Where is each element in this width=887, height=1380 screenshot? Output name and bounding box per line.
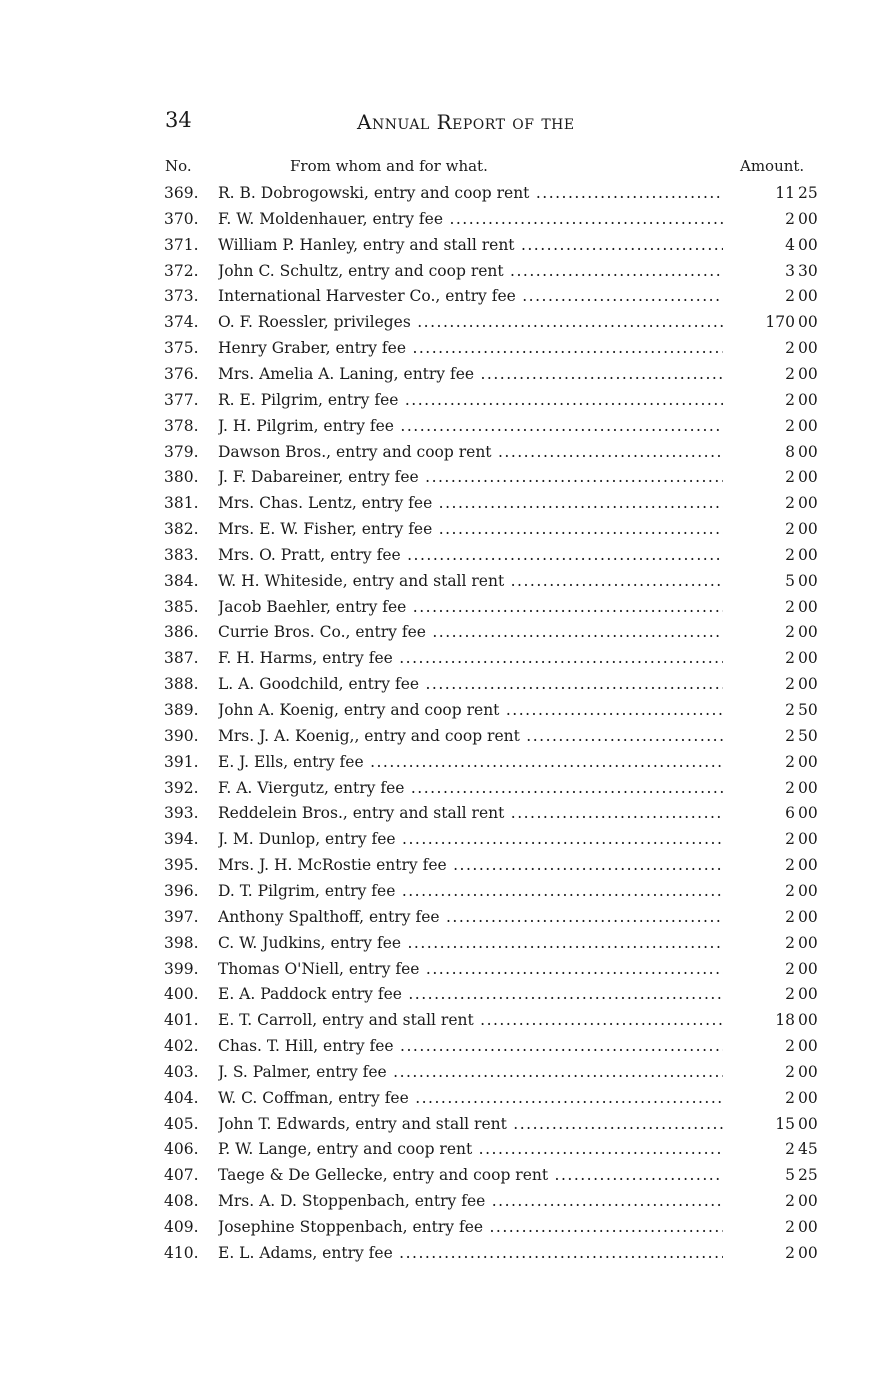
entry-number: 383. (164, 545, 199, 564)
entry-description: John T. Edwards, entry and stall rent ..... (218, 1111, 723, 1137)
entry-number: 379. (164, 442, 199, 461)
entry-amount-cents: 00 (798, 1037, 818, 1056)
entry-description: Chas. T. Hill, entry fee ..... (218, 1033, 723, 1059)
entry-amount-dollars: 2 (785, 959, 795, 978)
entry-description: C. W. Judkins, entry fee ..... (218, 930, 723, 956)
entry-description: Jacob Baehler, entry fee ..... (218, 594, 723, 620)
entry-amount-dollars: 2 (785, 339, 795, 358)
table-row (0, 206, 887, 232)
table-row (0, 1136, 887, 1162)
entry-amount-dollars: 18 (775, 1011, 795, 1030)
entry-amount-dollars: 2 (785, 1140, 795, 1159)
entry-number: 409. (164, 1218, 199, 1236)
entry-amount-cents: 00 (798, 1088, 818, 1107)
entry-number: 369. (164, 184, 199, 202)
entry-description: Josephine Stoppenbach, entry fee ..... (218, 1214, 723, 1240)
entry-amount-cents: 00 (798, 623, 818, 642)
entry-number: 371. (164, 235, 199, 254)
entry-number: 408. (164, 1192, 199, 1211)
entry-amount-cents: 45 (798, 1140, 818, 1159)
entry-description: J. F. Dabareiner, entry fee ..... (218, 464, 723, 490)
entry-number: 381. (164, 494, 199, 513)
entry-amount-cents: 50 (798, 726, 818, 745)
entry-amount-dollars: 2 (785, 494, 795, 513)
entry-description: J. H. Pilgrim, entry fee ..... (218, 413, 723, 439)
entry-number: 386. (164, 623, 199, 642)
entry-amount-dollars: 2 (785, 881, 795, 900)
entry-number: 395. (164, 856, 199, 875)
entry-number: 377. (164, 390, 199, 409)
table-row (0, 490, 887, 516)
entry-amount-cents: 00 (798, 752, 818, 771)
entry-description: E. A. Paddock entry fee ..... (218, 981, 723, 1007)
entry-description: W. H. Whiteside, entry and stall rent ..... (218, 568, 723, 594)
entry-number: 378. (164, 416, 199, 435)
table-row (0, 439, 887, 465)
entry-description: J. S. Palmer, entry fee ..... (218, 1059, 723, 1085)
entry-description: R. E. Pilgrim, entry fee ..... (218, 387, 723, 413)
entry-description: Anthony Spalthoff, entry fee ..... (218, 904, 723, 930)
entry-description: Mrs. E. W. Fisher, entry fee ..... (218, 516, 723, 542)
entry-number: 391. (164, 752, 199, 771)
entry-number: 387. (164, 649, 199, 668)
entry-amount-cents: 00 (798, 907, 818, 926)
table-row (0, 464, 887, 490)
column-header-from: From whom and for what. (290, 157, 488, 175)
table-row (0, 671, 887, 697)
table-row (0, 1214, 887, 1240)
entry-number: 389. (164, 701, 199, 719)
entry-description: Dawson Bros., entry and coop rent ..... (218, 439, 723, 465)
entry-description: J. M. Dunlop, entry fee ..... (218, 826, 723, 852)
entry-description: F. H. Harms, entry fee ..... (218, 645, 723, 671)
entry-number: 390. (164, 726, 199, 745)
entry-amount-dollars: 2 (785, 416, 795, 435)
entry-amount-cents: 00 (798, 313, 818, 332)
entry-description: Taege & De Gellecke, entry and coop rent ..... (218, 1162, 723, 1188)
entry-amount-cents: 00 (798, 339, 818, 358)
running-head-word: Report (436, 110, 506, 134)
entry-amount-cents: 00 (798, 959, 818, 978)
table-row (0, 309, 887, 335)
entry-description: Mrs. Amelia A. Laning, entry fee ..... (218, 361, 723, 387)
entry-number: 405. (164, 1114, 199, 1133)
entry-amount-dollars: 2 (785, 726, 795, 745)
entry-description: Mrs. Chas. Lentz, entry fee ..... (218, 490, 723, 516)
entry-amount-cents: 00 (798, 571, 818, 590)
entry-amount-dollars: 2 (785, 597, 795, 616)
entry-number: 404. (164, 1088, 199, 1107)
entry-description: E. T. Carroll, entry and stall rent ..... (218, 1007, 723, 1033)
entry-number: 402. (164, 1037, 199, 1056)
entry-amount-cents: 00 (798, 597, 818, 616)
entry-amount-dollars: 2 (785, 1243, 795, 1262)
entry-amount-cents: 00 (798, 933, 818, 952)
entry-amount-cents: 00 (798, 804, 818, 823)
table-row (0, 904, 887, 930)
entry-number: 376. (164, 364, 199, 383)
entry-amount-dollars: 2 (785, 1037, 795, 1056)
entry-number: 398. (164, 933, 199, 952)
table-row (0, 697, 887, 723)
table-row (0, 1033, 887, 1059)
entry-amount-dollars: 2 (785, 701, 795, 719)
entry-description: John C. Schultz, entry and coop rent ..... (218, 258, 723, 284)
table-row (0, 413, 887, 439)
table-row (0, 619, 887, 645)
entry-number: 400. (164, 985, 199, 1004)
entry-amount-cents: 00 (798, 778, 818, 797)
entry-number: 401. (164, 1011, 199, 1030)
entry-amount-cents: 00 (798, 856, 818, 875)
table-row (0, 878, 887, 904)
column-header-amount: Amount. (740, 157, 805, 175)
entry-amount-dollars: 5 (785, 1166, 795, 1185)
entry-amount-dollars: 2 (785, 649, 795, 668)
entry-amount-cents: 00 (798, 287, 818, 306)
entry-number: 373. (164, 287, 199, 306)
entry-amount-cents: 50 (798, 701, 818, 719)
entry-amount-dollars: 11 (775, 184, 795, 202)
entry-amount-cents: 00 (798, 881, 818, 900)
table-row (0, 775, 887, 801)
entry-description: Mrs. O. Pratt, entry fee ..... (218, 542, 723, 568)
page-number: 34 (165, 108, 192, 132)
entry-amount-dollars: 2 (785, 830, 795, 849)
table-row (0, 723, 887, 749)
entry-description: D. T. Pilgrim, entry fee ..... (218, 878, 723, 904)
entry-amount-dollars: 15 (775, 1114, 795, 1133)
entry-amount-cents: 00 (798, 985, 818, 1004)
table-row (0, 1085, 887, 1111)
entry-number: 393. (164, 804, 199, 823)
entry-description: F. W. Moldenhauer, entry fee ..... (218, 206, 723, 232)
entry-amount-cents: 00 (798, 364, 818, 383)
entry-number: 382. (164, 520, 199, 539)
entry-number: 375. (164, 339, 199, 358)
entry-description: John A. Koenig, entry and coop rent ..... (218, 697, 723, 723)
entry-number: 392. (164, 778, 199, 797)
entry-description: Currie Bros. Co., entry fee ..... (218, 619, 723, 645)
entry-number: 407. (164, 1166, 199, 1185)
entry-description: L. A. Goodchild, entry fee ..... (218, 671, 723, 697)
table-row (0, 981, 887, 1007)
entry-description: Henry Graber, entry fee ..... (218, 335, 723, 361)
entry-amount-cents: 00 (798, 390, 818, 409)
entry-amount-dollars: 2 (785, 907, 795, 926)
table-row (0, 852, 887, 878)
table-row (0, 568, 887, 594)
entry-description: R. B. Dobrogowski, entry and coop rent ..... (218, 180, 723, 206)
entry-amount-cents: 00 (798, 442, 818, 461)
table-row (0, 800, 887, 826)
entry-number: 385. (164, 597, 199, 616)
entry-amount-dollars: 2 (785, 933, 795, 952)
entry-amount-dollars: 2 (785, 985, 795, 1004)
entry-description: W. C. Coffman, entry fee ..... (218, 1085, 723, 1111)
entry-amount-cents: 00 (798, 1243, 818, 1262)
entry-amount-dollars: 2 (785, 1218, 795, 1236)
entry-amount-cents: 00 (798, 1192, 818, 1211)
entry-amount-dollars: 3 (785, 261, 795, 280)
entry-description: P. W. Lange, entry and coop rent ..... (218, 1136, 723, 1162)
entry-description: E. J. Ells, entry fee ..... (218, 749, 723, 775)
entry-amount-cents: 00 (798, 468, 818, 487)
entry-number: 394. (164, 830, 199, 849)
entry-number: 396. (164, 881, 199, 900)
table-row (0, 180, 887, 206)
entry-number: 406. (164, 1140, 199, 1159)
entry-amount-cents: 00 (798, 1114, 818, 1133)
running-head (357, 110, 575, 134)
entry-number: 403. (164, 1062, 199, 1081)
table-row (0, 930, 887, 956)
entry-description: Mrs. J. A. Koenig,, entry and coop rent ..... (218, 723, 723, 749)
table-row (0, 594, 887, 620)
table-row (0, 361, 887, 387)
table-row (0, 387, 887, 413)
entry-amount-cents: 25 (798, 1166, 818, 1185)
table-row (0, 826, 887, 852)
entry-amount-dollars: 2 (785, 287, 795, 306)
table-row (0, 1162, 887, 1188)
table-row (0, 645, 887, 671)
entry-amount-dollars: 2 (785, 675, 795, 694)
table-row (0, 335, 887, 361)
entry-description: Reddelein Bros., entry and stall rent ..... (218, 800, 723, 826)
entry-description: F. A. Viergutz, entry fee ..... (218, 775, 723, 801)
entry-amount-dollars: 2 (785, 778, 795, 797)
running-head-word: of (512, 110, 535, 134)
entry-amount-cents: 00 (798, 1218, 818, 1236)
column-header-no: No. (165, 157, 192, 175)
entry-description: Mrs. A. D. Stoppenbach, entry fee ..... (218, 1188, 723, 1214)
table-row (0, 258, 887, 284)
entry-description: E. L. Adams, entry fee ..... (218, 1240, 723, 1266)
entry-number: 370. (164, 209, 199, 228)
entry-amount-dollars: 6 (785, 804, 795, 823)
entry-amount-cents: 00 (798, 830, 818, 849)
entry-amount-cents: 00 (798, 675, 818, 694)
entry-number: 380. (164, 468, 199, 487)
entry-description: Thomas O'Niell, entry fee ..... (218, 956, 723, 982)
entry-description: William P. Hanley, entry and stall rent ..... (218, 232, 723, 258)
entry-amount-cents: 00 (798, 209, 818, 228)
table-row (0, 283, 887, 309)
entry-amount-dollars: 2 (785, 520, 795, 539)
entry-amount-dollars: 2 (785, 1192, 795, 1211)
entry-amount-dollars: 2 (785, 752, 795, 771)
entry-amount-cents: 30 (798, 261, 818, 280)
table-row (0, 542, 887, 568)
table-row (0, 232, 887, 258)
entry-number: 384. (164, 571, 199, 590)
entry-description: O. F. Roessler, privileges ..... (218, 309, 723, 335)
entry-amount-cents: 25 (798, 184, 818, 202)
entry-amount-dollars: 2 (785, 209, 795, 228)
entry-amount-dollars: 2 (785, 364, 795, 383)
entry-number: 397. (164, 907, 199, 926)
entry-amount-dollars: 2 (785, 1088, 795, 1107)
entry-number: 374. (164, 313, 199, 332)
running-head-word: the (541, 110, 575, 134)
entry-amount-dollars: 2 (785, 856, 795, 875)
entry-amount-cents: 00 (798, 649, 818, 668)
entry-amount-dollars: 2 (785, 468, 795, 487)
entry-amount-cents: 00 (798, 494, 818, 513)
table-row (0, 956, 887, 982)
entry-amount-dollars: 2 (785, 390, 795, 409)
entry-amount-dollars: 2 (785, 623, 795, 642)
entry-amount-cents: 00 (798, 520, 818, 539)
entry-description: International Harvester Co., entry fee ..... (218, 283, 723, 309)
table-row (0, 749, 887, 775)
entry-number: 372. (164, 261, 199, 280)
table-row (0, 1059, 887, 1085)
entry-amount-cents: 00 (798, 235, 818, 254)
table-row (0, 1188, 887, 1214)
entry-amount-dollars: 2 (785, 1062, 795, 1081)
table-row (0, 516, 887, 542)
entry-description: Mrs. J. H. McRostie entry fee ..... (218, 852, 723, 878)
entry-amount-cents: 00 (798, 1062, 818, 1081)
entry-amount-dollars: 5 (785, 571, 795, 590)
entry-amount-cents: 00 (798, 1011, 818, 1030)
entry-number: 399. (164, 959, 199, 978)
entry-amount-dollars: 170 (765, 313, 795, 332)
table-row (0, 1111, 887, 1137)
table-row (0, 1240, 887, 1266)
entry-amount-dollars: 8 (785, 442, 795, 461)
entry-amount-dollars: 4 (785, 235, 795, 254)
table-row (0, 1007, 887, 1033)
entry-amount-dollars: 2 (785, 545, 795, 564)
entry-amount-cents: 00 (798, 416, 818, 435)
running-head-word: Annual (357, 110, 430, 134)
entry-amount-cents: 00 (798, 545, 818, 564)
entry-number: 388. (164, 675, 199, 694)
entry-number: 410. (164, 1243, 199, 1262)
